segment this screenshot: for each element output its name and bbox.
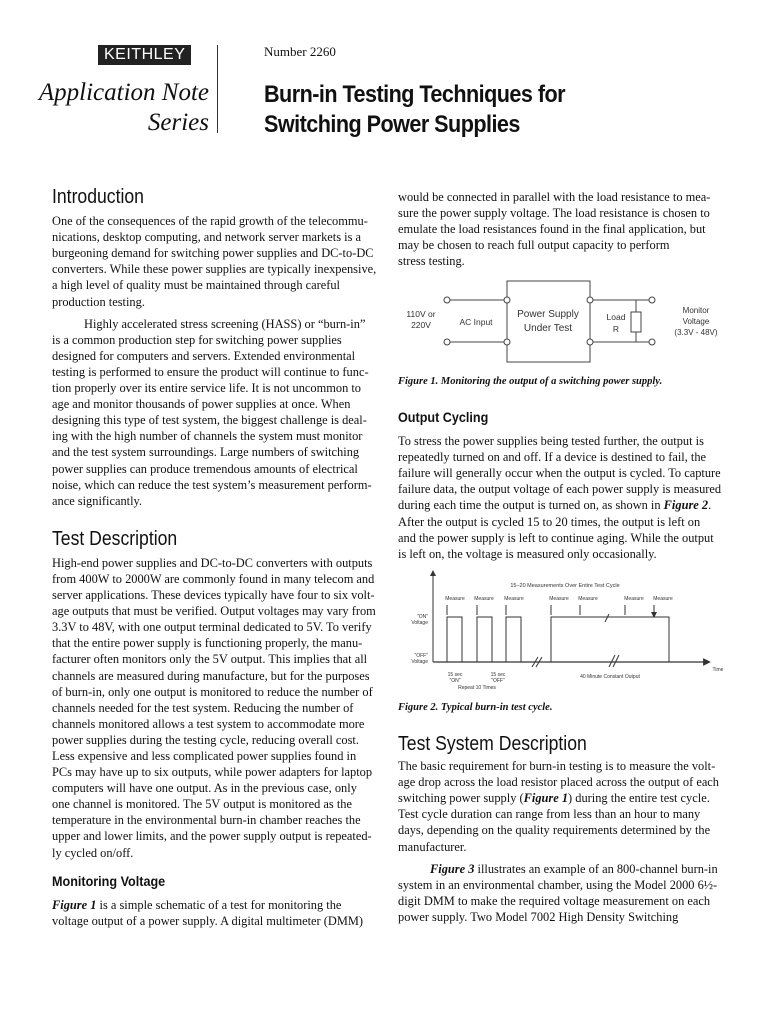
text-line: designed for computers and servers. Extended environmental	[52, 348, 356, 363]
series-line: Application Note	[38, 79, 209, 106]
measure-label: Measure	[445, 596, 465, 602]
text-line: illustrates an example of an 800-channel burn-in	[474, 861, 718, 876]
text-span: failure data, the output voltage of each power supply is measured	[398, 482, 722, 497]
text-line: ance significantly.	[52, 493, 143, 508]
text-line: emulate the load resistances found in the final application, but	[398, 222, 706, 237]
text-line: digit DMM to make the required voltage measurement on each	[398, 893, 711, 908]
input-label: 110V or	[406, 309, 436, 319]
text-line: ing with the high number of channels the system must monitor	[52, 429, 363, 444]
text-line: tion properly over its entire service life. It is not uncommon to	[52, 381, 362, 396]
figure-1-caption: Figure 1. Monitoring the output of a switching power supply.	[398, 376, 663, 387]
figure-ref: Figure 3	[430, 861, 475, 876]
monitor-label: Voltage	[682, 317, 710, 326]
resistor-symbol	[631, 312, 641, 332]
text-line	[398, 481, 733, 497]
monitor-label: Monitor	[682, 306, 710, 315]
on-label: "ON"	[416, 614, 428, 620]
text-line: may be chosen to reach full output capacity to perform	[398, 238, 670, 253]
text-line: and the power supply is left to continue aging. While the output	[398, 530, 714, 545]
figure-ref: Figure 2	[663, 498, 709, 513]
text-line: testing is performed to ensure the product will continue to func-	[52, 364, 369, 379]
sec-label: "OFF"	[491, 678, 505, 684]
test-description-heading: Test Description	[52, 527, 178, 550]
repeat-label: Repeat 10 Times	[458, 685, 496, 691]
page-title	[264, 80, 565, 140]
box-label: Under Test	[523, 323, 573, 334]
text-line: age outputs that must be verified. Output voltages may vary from	[52, 604, 376, 619]
text-line: Less expensive and less complicated power supplies found in	[52, 749, 357, 763]
text-line: of burn-in, only one output is monitored to reduce the number of	[52, 684, 373, 699]
text-line: is left on, the voltage is measured only occasionally.	[398, 546, 657, 561]
monitor-label: (3.3V - 48V)	[674, 328, 718, 337]
off-label: Voltage	[411, 659, 428, 665]
text-line: during each time the output is turned on, as shown in Figure 2.	[398, 498, 712, 513]
text-span: failure will generally occur when the output is cycled. To capture	[398, 466, 721, 481]
intro-paragraph-1	[52, 213, 387, 310]
monitoring-paragraph	[52, 897, 387, 929]
text-line: One of the consequences of the rapid growth of the telecommu-	[52, 214, 368, 229]
box-label: Power Supply	[517, 309, 579, 320]
input-label: 220V	[411, 320, 431, 330]
text-line: burgeoning demand for switching power supplies and DC-to-DC	[52, 246, 374, 261]
text-line: 3.3V to 48V, with one output terminal dedicated to 5V. To verify	[52, 620, 372, 635]
figure-1-schematic	[390, 280, 735, 370]
text-line: High-end power supplies and DC-to-DC converters with outputs	[52, 555, 373, 570]
monitoring-voltage-heading: Monitoring Voltage	[52, 872, 166, 889]
dmm-paragraph	[398, 189, 733, 269]
right-column-cycling	[398, 409, 733, 562]
text-line: age drop across the load resistor placed across the output of each	[398, 775, 720, 790]
intro-paragraph-2	[52, 316, 387, 509]
text-line: system in an environmental chamber, using the Model 2000 6½-	[398, 877, 718, 892]
measure-label: Measure	[504, 596, 524, 602]
measure-label: Measure	[624, 596, 644, 602]
title-line: Burn-in Testing Techniques for	[264, 81, 566, 108]
figure-ref: Figure 1	[523, 791, 569, 806]
text-line: manufacturer.	[398, 839, 467, 854]
text-line: age and monitor thousands of power supplies at once. When	[52, 397, 351, 412]
text-line: After the output is cycled 15 to 20 times, the output is left on	[398, 514, 701, 529]
load-label: R	[612, 324, 620, 334]
text-line: voltage output of a power supply. A digital multimeter (DMM)	[52, 913, 363, 928]
text-line: would be connected in parallel with the load resistance to mea-	[398, 190, 711, 204]
text-line: production testing.	[52, 294, 145, 309]
text-span: during each time the output is turned on, as shown in	[398, 498, 664, 513]
text-line: Test cycle duration can range from less than an hour to many	[398, 807, 701, 822]
series-label	[39, 78, 209, 138]
text-line: power supplies can produce tremendous amounts of electrical	[52, 461, 358, 476]
figure-2-caption: Figure 2. Typical burn-in test cycle.	[398, 702, 553, 713]
series-line: Series	[147, 109, 209, 136]
test-description-paragraph	[52, 555, 387, 861]
text-line: channels are measured during manufacture, but for the purposes	[52, 668, 370, 683]
title-line: Switching Power Supplies	[264, 111, 520, 138]
text-span: To stress the power supplies being tested further, the output is	[398, 434, 704, 449]
on-label: Voltage	[411, 620, 428, 626]
measure-label: Measure	[578, 596, 598, 602]
right-column-system	[398, 733, 733, 925]
text-line: server applications. These devices typically have four to six volt-	[52, 588, 375, 603]
constant-label: 40 Minute Constant Output	[580, 674, 640, 680]
figure-ref: Figure 1	[52, 897, 97, 912]
text-line: facturer often monitors only the 5V output. This implies that all	[52, 652, 368, 667]
text-line	[398, 449, 733, 465]
timing-title: 15–20 Measurements Over Entire Test Cycle	[510, 583, 620, 589]
text-span: repeatedly turned on and off. If a device is destined to fail, the	[398, 450, 707, 465]
text-line: converters. While these power supplies are typically inexpensive,	[52, 262, 377, 277]
text-line: computers will have one output. As in the previous case, only	[52, 781, 357, 796]
text-line: channels monitored allows a test system to accommodate more	[52, 716, 365, 731]
text-line: nications, desktop computing, and network server markets is a	[52, 230, 362, 245]
break-marks	[532, 614, 619, 667]
text-line: is a common production step for switching power supplies	[52, 332, 342, 347]
text-line: stress testing.	[398, 254, 465, 269]
text-line: that the entire power supply is functioning properly, the manu-	[52, 636, 363, 651]
text-line: power supply. Two Model 7002 High Density Switching	[398, 909, 679, 924]
text-line	[398, 433, 733, 449]
load-label: Load	[606, 312, 626, 322]
text-line: days, depending on the quality requirements determined by the	[398, 823, 711, 838]
introduction-heading: Introduction	[52, 186, 144, 208]
text-line: temperature in the environmental burn-in chamber reaches the	[52, 813, 361, 828]
ac-input-label: AC Input	[459, 317, 493, 327]
text-line: ) during the entire test cycle.	[568, 791, 710, 806]
measure-label: Measure	[549, 596, 569, 602]
cycling-paragraph	[398, 433, 733, 562]
text-line: power supplies during the testing cycle, reducing overall cost.	[52, 732, 359, 747]
text-line: sure the power supply voltage. The load resistance is chosen to	[398, 206, 710, 221]
system-paragraph-1	[398, 758, 733, 855]
text-line: and the test system surroundings. Large numbers of switching	[52, 445, 360, 460]
time-axis-label: Time	[712, 667, 724, 673]
text-line: PCs may have up to six outputs, while power adapters for laptop	[52, 765, 373, 780]
text-line	[398, 465, 733, 481]
right-column	[398, 189, 733, 269]
sec-label: 15 sec	[490, 672, 506, 678]
sec-label: "ON"	[449, 678, 461, 684]
figure-2-timing-diagram	[395, 565, 735, 695]
text-line: The basic requirement for burn-in testing is to measure the volt-	[398, 759, 716, 774]
text-line: one channel is monitored. The 5V output is monitored as the	[52, 797, 352, 812]
text-line: ly cycled on/off.	[52, 845, 134, 860]
measure-label: Measure	[474, 596, 494, 602]
measure-label: Measure	[653, 596, 673, 602]
sec-label: 15 sec	[447, 672, 463, 678]
text-line: Highly accelerated stress screening (HASS) or “burn-in”	[84, 316, 366, 331]
text-line: is a simple schematic of a test for monitoring the	[96, 897, 342, 912]
text-line: channels needed for the test system. Reducing the number of	[52, 700, 354, 715]
header-divider	[217, 45, 218, 133]
text-line: noise, which can reduce the test system’s measurement perform-	[52, 477, 372, 492]
note-number: Number 2260	[264, 44, 336, 59]
off-label: "OFF"	[414, 653, 428, 659]
system-paragraph-2	[398, 861, 733, 925]
text-line: upper and lower limits, and the power supply output is repeated-	[52, 829, 372, 844]
test-system-heading: Test System Description	[398, 733, 587, 755]
keithley-logo: KEITHLEY	[98, 45, 191, 65]
left-column	[52, 186, 387, 929]
text-line: designing this type of test system, the biggest challenge is deal-	[52, 413, 367, 428]
text-line: from 400W to 2000W are commonly found in many telecom and	[52, 571, 375, 586]
text-line: switching power supply (	[398, 791, 524, 806]
text-line: a high level of quality must be maintained through careful	[52, 278, 340, 293]
output-cycling-heading: Output Cycling	[398, 409, 489, 425]
